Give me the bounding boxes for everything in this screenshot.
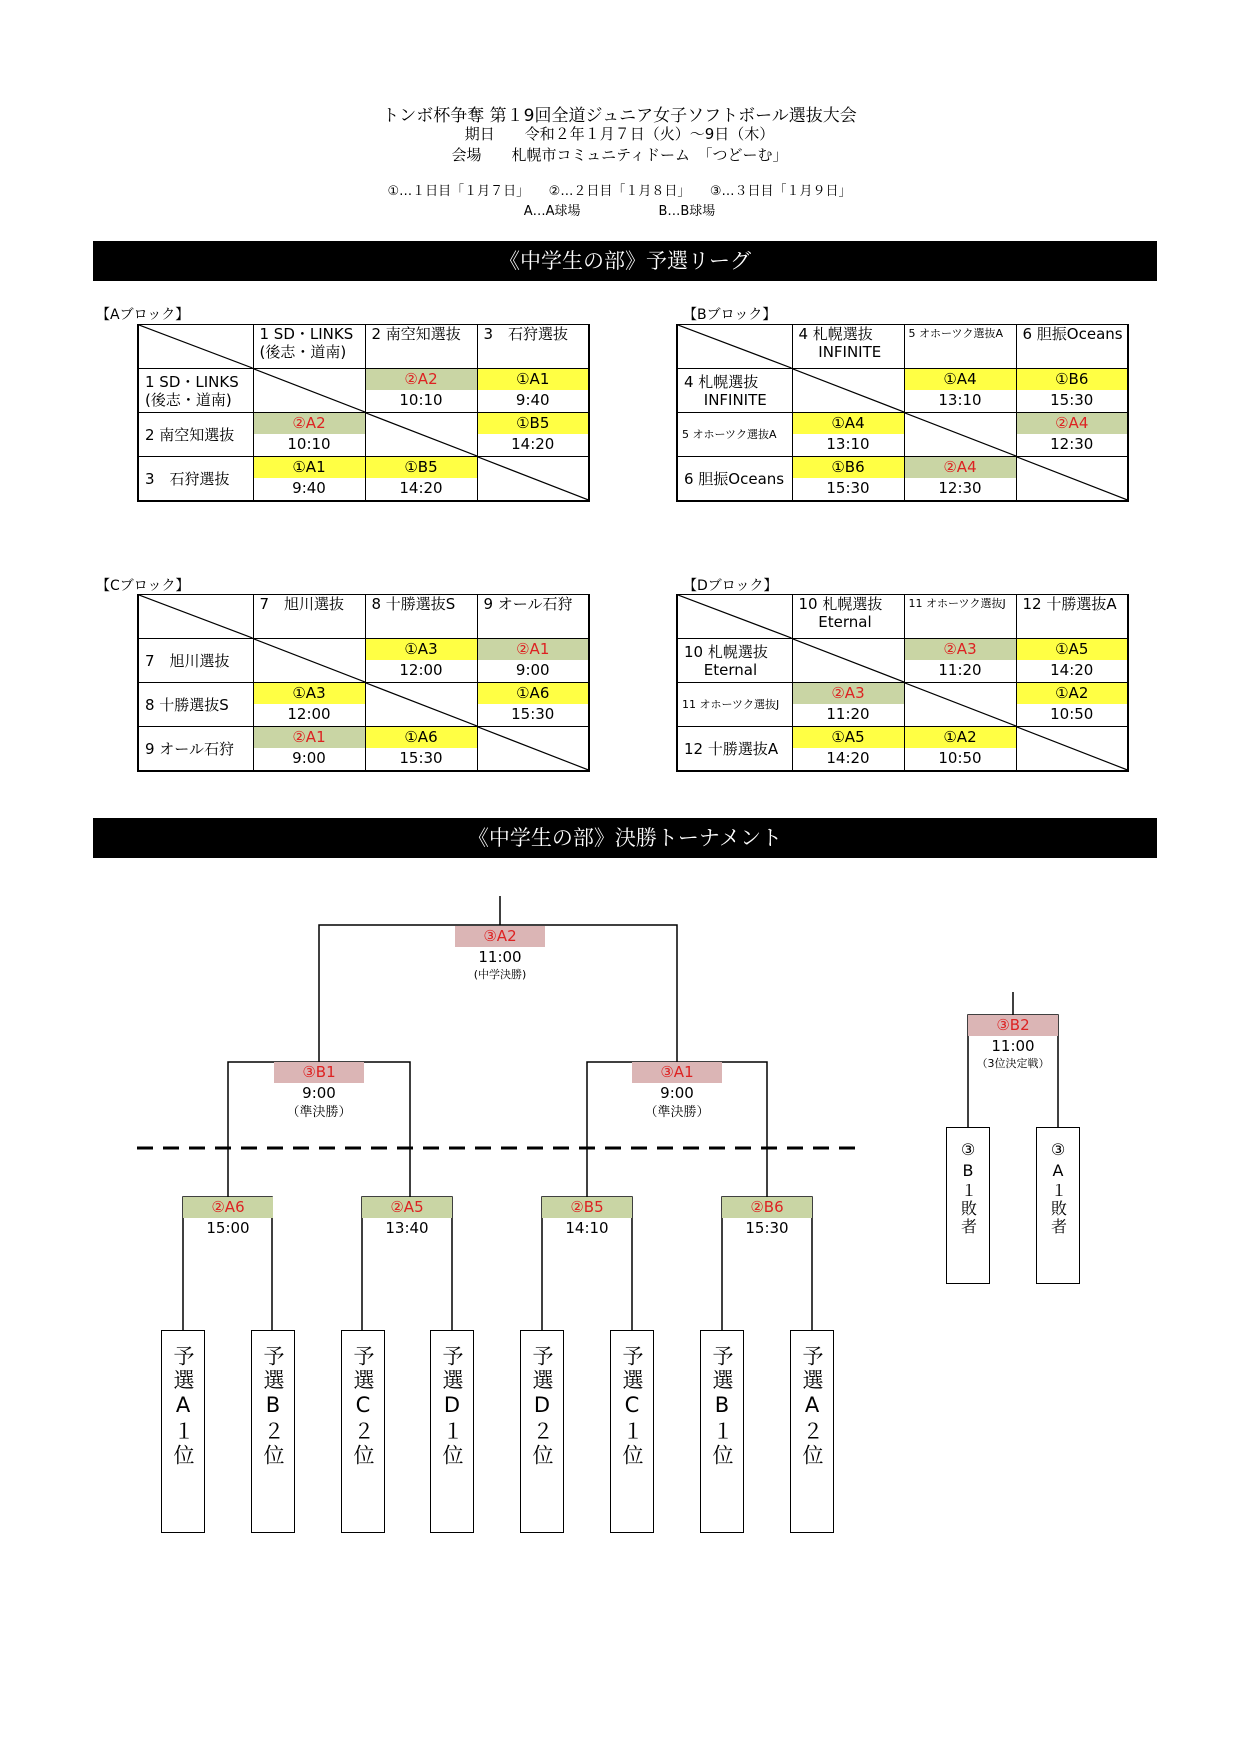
match-time: 14:20 [1050,661,1094,679]
team-label: 6 胆振Oceans [1022,325,1123,343]
match-time: 12:30 [938,479,982,497]
match-code: ①A3 [254,683,365,704]
match-time: 9:40 [292,479,326,497]
match-code: ①A1 [478,369,589,390]
match-time: 13:10 [938,391,982,409]
block-d-label: 【Dブロック】 [683,578,778,594]
seed-box [520,1330,564,1533]
team-label: 12 十勝選抜A [1022,595,1117,613]
team-label: 5 オホーツク選抜A [682,427,777,441]
semi-1-note: （準決勝） [286,1105,352,1120]
match-code: ①A4 [905,369,1016,390]
match-time: 12:00 [399,661,443,679]
match-code: ①A4 [793,413,904,434]
match-code: ②A4 [1017,413,1128,434]
team-label: 11 オホーツク選抜J [682,697,780,711]
match-code: ②A2 [366,369,477,390]
match-code: ②A4 [905,457,1016,478]
match-code: ②A3 [793,683,904,704]
team-label: Eternal [684,660,758,679]
team-label: (後志・道南) [259,343,347,361]
match-code: ①B5 [366,457,477,478]
quarter-match-1 [168,1197,288,1238]
block-c-label: 【Cブロック】 [96,578,190,594]
event-period: 期日 令和２年１月７日（火）～9日（木） [464,125,775,143]
team-label: 4 札幌選抜 [798,325,873,343]
seed-box [790,1330,834,1533]
block-a-label: 【Aブロック】 [96,307,190,323]
third-time: 11:00 [991,1037,1035,1055]
match-code: ①B6 [1017,369,1128,390]
match-time: 9:00 [515,661,550,679]
match-time: 12:30 [1050,435,1094,453]
match-time: 14:20 [511,435,555,453]
match-time: 15:30 [511,705,555,723]
team-label: 10 札幌選抜 [684,642,768,661]
semi-match-1 [259,1062,379,1123]
match-code: ①A3 [366,639,477,660]
team-label: 2 南空知選抜 [145,425,235,444]
team-label: Eternal [798,613,872,631]
seed-label: 予選D２位 [530,1345,554,1468]
match-code: ①A5 [793,727,904,748]
semi-1-code: ③B1 [274,1062,364,1083]
team-label: 1 SD・LINKS [145,372,239,391]
final-time: 11:00 [478,948,522,966]
event-title: トンボ杯争奪 第１9回全道ジュニア女子ソフトボール選抜大会 [382,106,857,126]
match-time: 10:50 [1050,705,1094,723]
team-label: 9 オール石狩 [483,595,573,613]
team-label: 9 オール石狩 [145,739,235,758]
team-label: 8 十勝選抜S [371,595,456,613]
third-team-box [1036,1127,1080,1284]
semi-2-code: ③A1 [632,1062,722,1083]
seed-box [430,1330,474,1533]
third-place-match [953,1015,1073,1072]
team-label: 3 石狩選抜 [145,469,230,488]
seed-label: 予選A２位 [800,1345,824,1468]
team-label: 1 SD・LINKS [259,325,354,343]
third-team-label: ③A１敗者 [1048,1140,1068,1236]
match-code: ①A1 [254,457,365,478]
third-note: （3位決定戦） [976,1057,1050,1070]
seed-label: 予選B２位 [261,1345,285,1468]
team-label: 7 旭川選抜 [259,595,345,613]
match-time: 14:20 [826,749,870,767]
team-label: 8 十勝選抜S [145,695,229,714]
team-label: INFINITE [684,390,767,409]
match-time: 10:10 [287,435,331,453]
match-time: 10:10 [399,391,443,409]
qf-3-time: 14:10 [565,1219,609,1237]
team-label: INFINITE [798,343,882,361]
seed-label: 予選B１位 [710,1345,734,1468]
match-time: 11:20 [938,661,982,679]
match-code: ①B6 [793,457,904,478]
match-code: ①A2 [1017,683,1128,704]
seed-box [700,1330,744,1533]
team-label: 3 石狩選抜 [483,325,569,343]
league-section-header: 《中学生の部》予選リーグ [93,241,1157,281]
qf-2-code: ②A5 [362,1197,452,1218]
qf-4-time: 15:30 [745,1219,789,1237]
team-label: 7 旭川選抜 [145,651,230,670]
match-time: 14:20 [399,479,443,497]
qf-4-code: ②B6 [722,1197,812,1218]
match-code: ①A6 [478,683,589,704]
match-time: 10:50 [938,749,982,767]
final-match [440,926,560,983]
qf-3-code: ②B5 [542,1197,632,1218]
match-code: ②A3 [905,639,1016,660]
third-code: ③B2 [968,1015,1058,1036]
seed-label: 予選C２位 [351,1345,375,1468]
seed-label: 予選D１位 [440,1345,464,1468]
field-legend: A…A球場 B…B球場 [523,204,716,219]
final-code: ③A2 [455,926,545,947]
event-venue: 会場 札幌市コミュニティドーム 「つどーむ」 [451,146,788,164]
match-time: 12:00 [287,705,331,723]
final-note: (中学決勝) [473,968,527,981]
match-code: ②A1 [478,639,589,660]
block-b-label: 【Bブロック】 [683,307,777,323]
match-time: 13:10 [826,435,870,453]
match-code: ①A5 [1017,639,1128,660]
team-label: 12 十勝選抜A [684,739,779,758]
team-label: 10 札幌選抜 [798,595,883,613]
qf-2-time: 13:40 [385,1219,429,1237]
team-label: 11 オホーツク選抜J [908,597,1006,610]
match-code: ②A2 [254,413,365,434]
team-label: 5 オホーツク選抜A [908,327,1003,340]
third-team-box [946,1127,990,1284]
match-time: 9:00 [292,749,326,767]
day-legend: ①…１日目「１月７日」 ②…２日目「１月８日」 ③…３日目「１月９日」 [387,184,852,199]
qf-1-time: 15:00 [206,1219,250,1237]
seed-label: 予選A１位 [171,1345,195,1468]
tournament-section-header: 《中学生の部》決勝トーナメント [93,818,1157,858]
seed-label: 予選C１位 [620,1345,644,1468]
match-code: ①A6 [366,727,477,748]
team-label: 4 札幌選抜 [684,372,759,391]
third-team-label: ③B１敗者 [958,1140,978,1236]
seed-box [251,1330,295,1533]
semi-1-time: 9:00 [302,1084,336,1102]
match-time: 15:30 [399,749,443,767]
seed-box [610,1330,654,1533]
team-label: 2 南空知選抜 [371,325,461,343]
match-code: ①A2 [905,727,1016,748]
semi-match-2 [617,1062,737,1123]
quarter-match-2 [347,1197,467,1238]
seed-box [341,1330,385,1533]
quarter-match-4 [707,1197,827,1238]
match-time: 15:30 [1050,391,1094,409]
team-label: (後志・道南) [145,390,232,409]
match-time: 11:20 [826,705,870,723]
seed-box [161,1330,205,1533]
match-time: 9:40 [515,391,550,409]
qf-1-code: ②A6 [183,1197,273,1218]
team-label: 6 胆振Oceans [684,469,785,488]
semi-2-time: 9:00 [660,1084,694,1102]
match-code: ①B5 [478,413,589,434]
semi-2-note: （準決勝） [644,1105,710,1120]
match-code: ②A1 [254,727,365,748]
quarter-match-3 [527,1197,647,1238]
match-time: 15:30 [826,479,870,497]
